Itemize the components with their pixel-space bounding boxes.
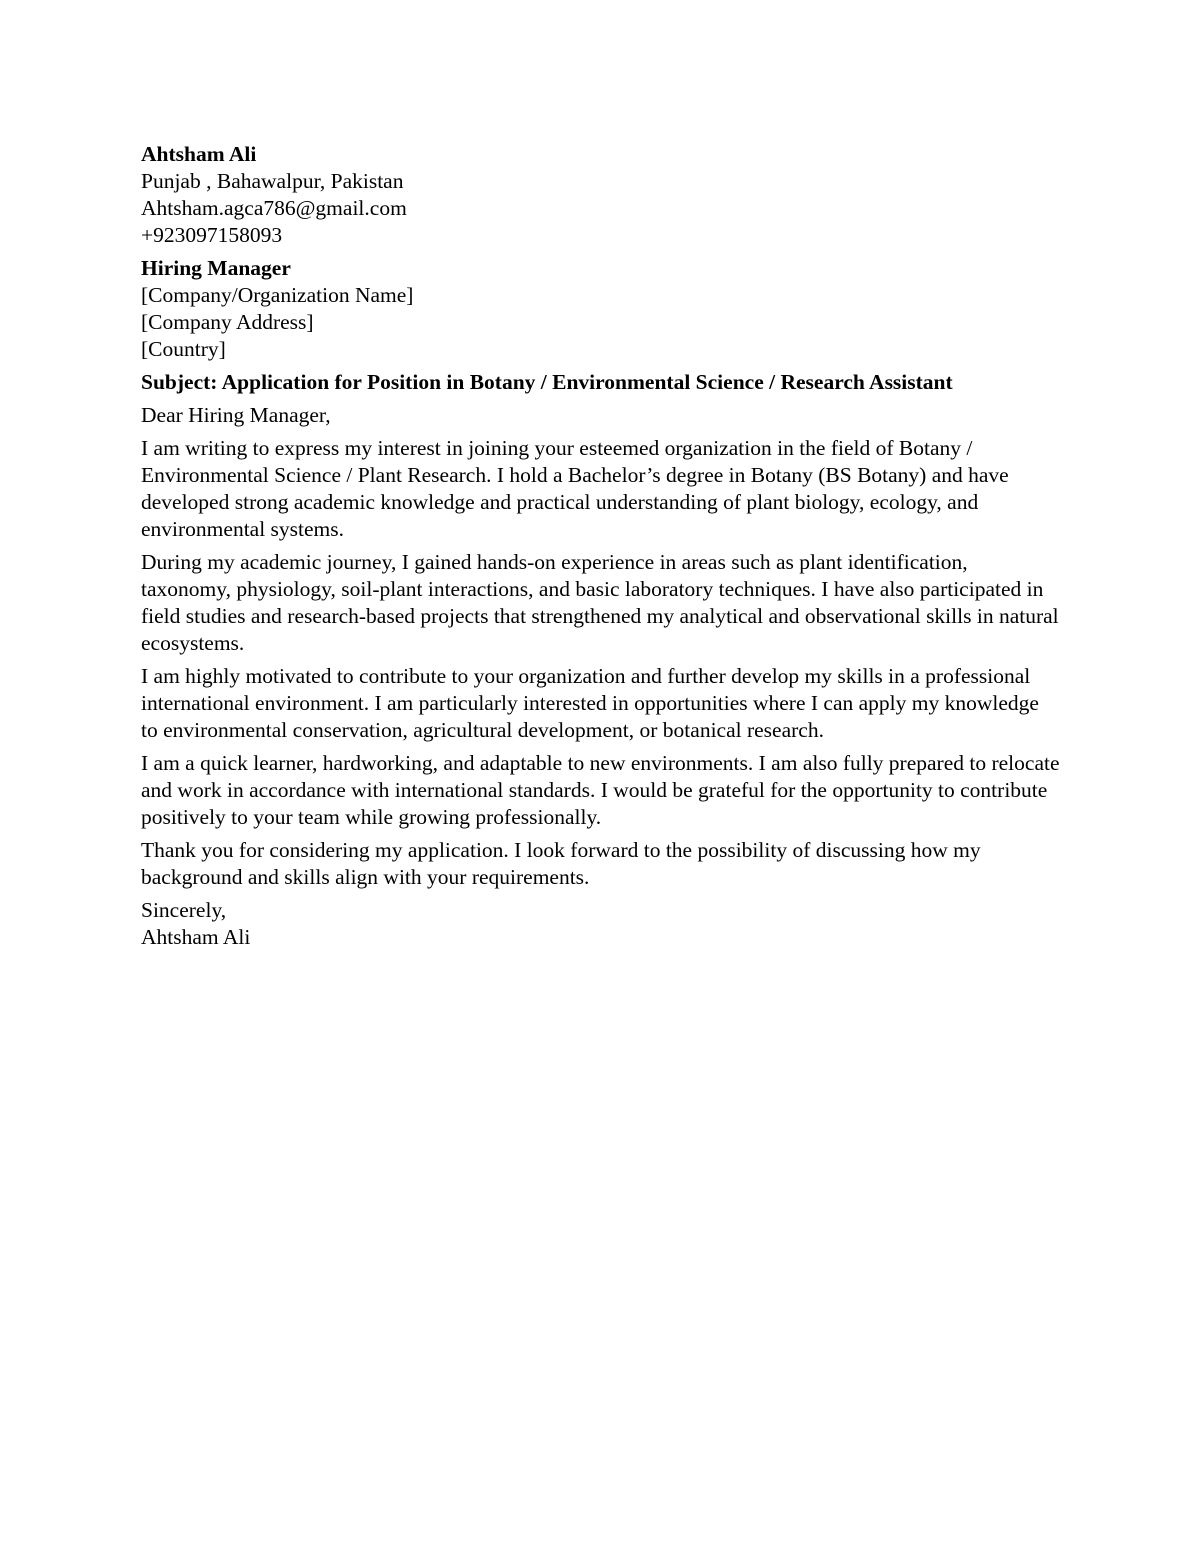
body-paragraph-3: I am highly motivated to contribute to your organization and further develop my skills in a professional international environment. I am particularly interested in opportunities where I can apply my knowledge to environmental conservation, agricultural development, or botanical research. — [141, 664, 1039, 742]
body-paragraph-2: During my academic journey, I gained hands-on experience in areas such as plant identification, taxonomy, physiology, soil-plant interactions, and basic laboratory techniques. I have also participated in field studies and research-based projects that strengthened my analytical and observational skills in natural ecosystems. — [141, 550, 1059, 655]
recipient-company: [Company/Organization Name] — [141, 283, 414, 307]
sender-phone: +923097158093 — [141, 223, 283, 247]
body-paragraph-1: I am writing to express my interest in joining your esteemed organization in the field of Botany / Environmental Science / Plant Research. I hold a Bachelor’s degree in Botany (BS Botany) and have developed strong academic knowledge and practical understanding of plant biology, ecology, and environmental systems. — [141, 436, 1009, 541]
recipient-country: [Country] — [141, 337, 226, 361]
recipient-address: [Company Address] — [141, 310, 314, 334]
recipient-block — [141, 255, 1061, 363]
recipient-title: Hiring Manager — [141, 256, 291, 280]
sender-name: Ahtsham Ali — [141, 142, 257, 166]
sender-email: Ahtsham.agca786@gmail.com — [141, 196, 407, 220]
sender-block — [141, 141, 1061, 249]
salutation: Dear Hiring Manager, — [141, 403, 331, 427]
closing-block — [141, 897, 1061, 951]
body-paragraph-5: Thank you for considering my application. I look forward to the possibility of discussing how my background and skills align with your requirements. — [141, 838, 981, 889]
body-paragraph-4: I am a quick learner, hardworking, and adaptable to new environments. I am also fully prepared to relocate and work in accordance with international standards. I would be grateful for the opportunity to contribute positively to your team while growing professionally. — [141, 751, 1060, 829]
sender-address: Punjab , Bahawalpur, Pakistan — [141, 169, 404, 193]
closing: Sincerely, — [141, 898, 227, 922]
letter-body — [141, 141, 1061, 951]
signature-name: Ahtsham Ali — [141, 925, 251, 949]
subject-line: Subject: Application for Position in Botany / Environmental Science / Research Assistant — [141, 370, 953, 394]
